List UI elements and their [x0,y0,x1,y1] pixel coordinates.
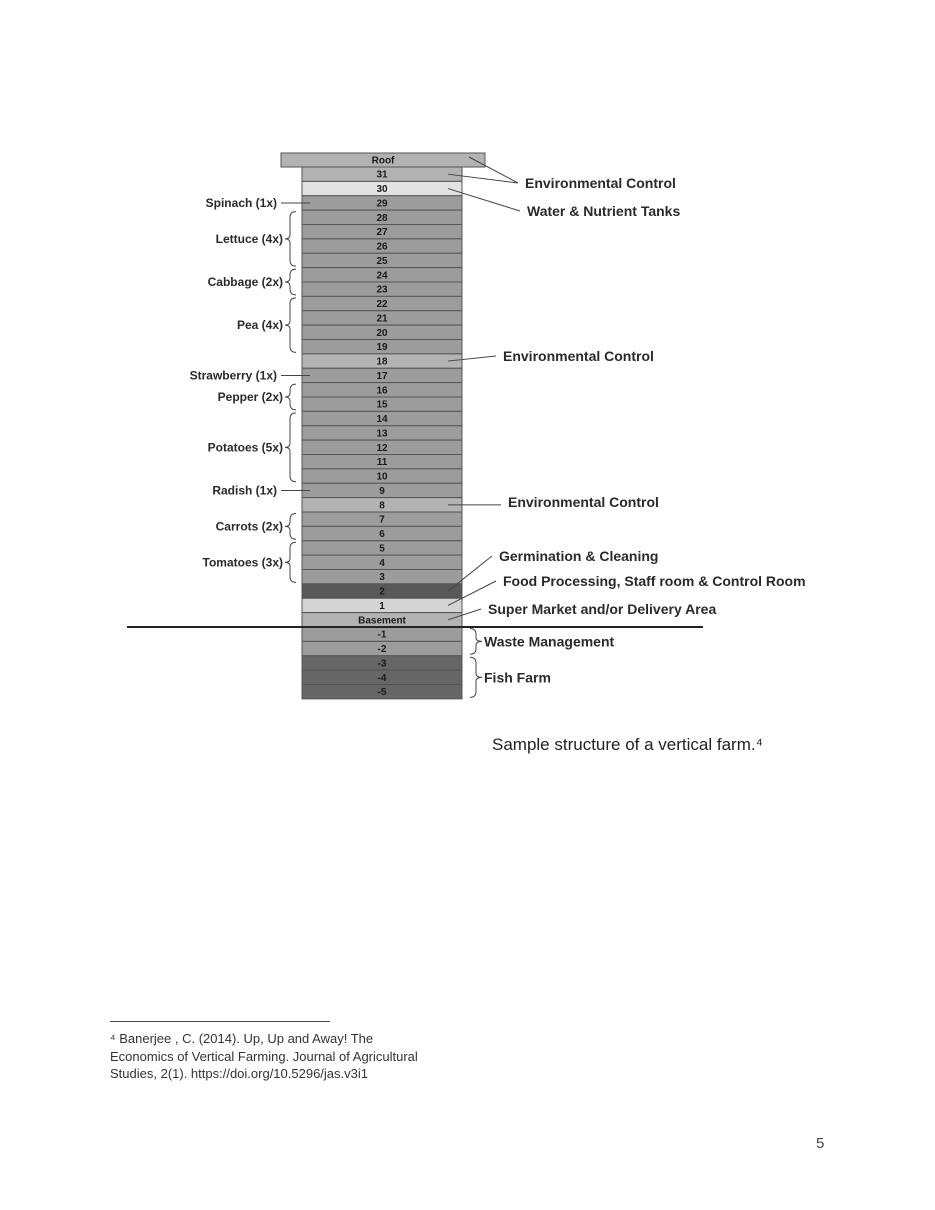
footnote-divider [110,1021,330,1022]
underground-waste-management-label: Waste Management [484,633,615,650]
crop-tomatoes-3x-label: Tomatoes (3x) [202,555,283,570]
floor-label-4: -4 [377,672,387,684]
floor-label-12: 12 [376,442,388,454]
annotation-environmental-control-0-pointer-0 [469,157,518,183]
floor-label-19: 19 [376,342,388,354]
crop-potatoes-5x-brace [285,413,296,482]
figure-caption: Sample structure of a vertical farm.⁴ [492,735,763,754]
floor-label-15: 15 [376,399,388,411]
floor-label-28: 28 [376,212,388,224]
underground-fish-farm-label: Fish Farm [484,669,551,686]
floor-label-1: -1 [377,629,387,641]
floor-label-4: 4 [379,557,385,569]
floor-label-10: 10 [376,471,388,483]
floor-label-3: -3 [377,658,387,670]
floor-label-27: 27 [376,227,388,239]
crop-pepper-2x-label: Pepper (2x) [217,390,283,404]
building-floors [281,153,485,699]
crop-strawberry-1x-label: Strawberry (1x) [189,368,277,383]
crop-lettuce-4x-label: Lettuce (4x) [215,231,283,246]
floor-label-25: 25 [376,255,388,267]
annotation-food-processing-staff-room-control-room-5-label: Food Processing, Staff room & Control Room [503,573,806,589]
crop-cabbage-2x-label: Cabbage (2x) [207,275,283,289]
floor-label-7: 7 [379,514,385,526]
crop-lettuce-4x-brace [285,212,296,267]
underground-waste-management-brace [470,629,482,655]
floor-label-13: 13 [376,428,388,440]
floor-label-2: 2 [379,586,385,598]
annotation-environmental-control-3-label: Environmental Control [508,494,659,510]
floor-label-3: 3 [379,572,385,584]
floor-label-9: 9 [379,485,385,497]
footnote-marker: ⁴ [110,1031,116,1046]
floor-label-21: 21 [376,313,388,325]
floor-label-5: 5 [379,543,385,555]
floor-label-14: 14 [376,414,388,426]
roof-label: Roof [371,155,395,167]
floor-label-18: 18 [376,356,388,368]
crop-carrots-2x-brace [285,514,296,540]
floor-label-29: 29 [376,198,388,210]
floor-label-basement: Basement [358,615,406,627]
crop-tomatoes-3x-brace [285,542,296,582]
floor-annotations [448,157,806,620]
floor-label-11: 11 [376,457,388,469]
annotation-super-market-and-or-delivery-area-6-label: Super Market and/or Delivery Area [488,601,717,617]
underground-labels [470,629,615,698]
floor-label-22: 22 [376,299,388,311]
crop-cabbage-2x-brace [285,269,296,295]
crop-pepper-2x-brace [285,384,296,410]
crop-pea-4x-label: Pea (4x) [236,318,283,333]
floor-label-16: 16 [376,385,388,397]
floor-label-30: 30 [376,184,388,196]
crop-radish-1x-label: Radish (1x) [212,483,277,498]
crop-carrots-2x-label: Carrots (2x) [215,519,283,534]
floor-label-26: 26 [376,241,388,253]
floor-label-31: 31 [376,169,388,181]
floor-label-1: 1 [379,600,385,612]
floor-label-20: 20 [376,327,388,339]
page-number: 5 [816,1135,825,1152]
floor-label-23: 23 [376,284,388,296]
floor-label-2: -2 [377,644,387,656]
floor-label-17: 17 [376,370,388,382]
annotation-environmental-control-2-label: Environmental Control [503,348,654,364]
annotation-environmental-control-0-label: Environmental Control [525,175,676,191]
annotation-germination-cleaning-4-label: Germination & Cleaning [499,548,659,564]
floor-label-6: 6 [379,529,385,541]
floor-label-5: -5 [377,687,387,699]
crop-pea-4x-brace [285,298,296,353]
crop-spinach-1x-label: Spinach (1x) [205,195,277,210]
annotation-water-nutrient-tanks-1-label: Water & Nutrient Tanks [527,203,681,219]
footnote-citation: Banerjee , C. (2014). Up, Up and Away! The Economics of Vertical Farming. Journal of Agricultural Studies, 2(1). https://doi.org/10.5296/jas.v3i1 [110,1031,418,1081]
footnote-text [110,1030,440,1083]
footnote [110,1030,440,1083]
floor-label-24: 24 [376,270,388,282]
crop-labels [190,196,310,582]
crop-potatoes-5x-label: Potatoes (5x) [207,440,283,455]
underground-fish-farm-brace [470,657,482,697]
floor-label-8: 8 [379,500,385,512]
